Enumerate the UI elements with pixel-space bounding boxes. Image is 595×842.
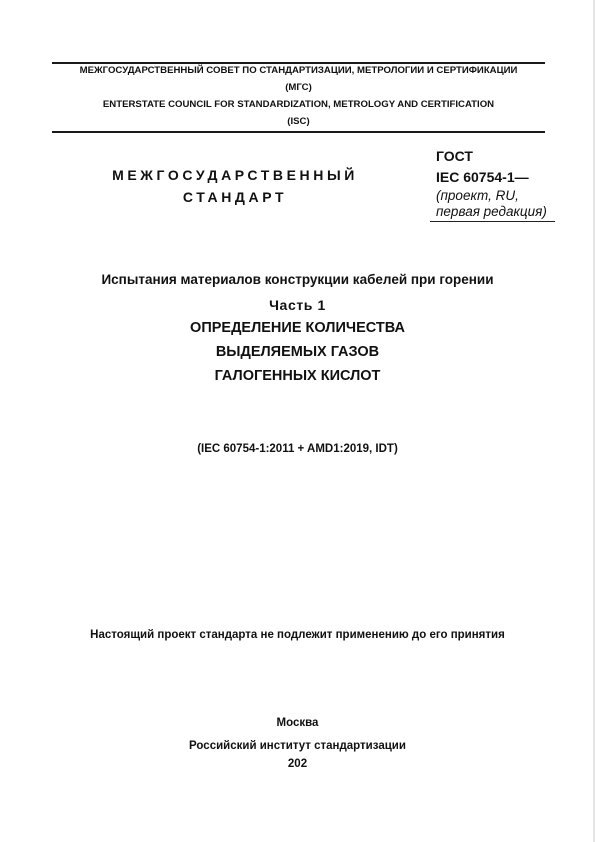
gost-label: ГОСТ: [436, 148, 473, 164]
document-part: Часть 1: [269, 297, 326, 313]
publisher-organization: Российский институт стандартизации: [189, 740, 406, 752]
standard-designation: IEC 60754-1—: [436, 169, 529, 185]
council-abbr-ru: (МГС): [285, 82, 312, 93]
header-bottom-rule: [52, 131, 545, 133]
council-name-ru: МЕЖГОСУДАРСТВЕННЫЙ СОВЕТ ПО СТАНДАРТИЗАЦИИ, МЕТРОЛОГИИ И СЕРТИФИКАЦИИ: [79, 65, 518, 76]
standard-type-line2: СТАНДАРТ: [182, 189, 288, 205]
draft-note-line1: (проект, RU,: [436, 188, 519, 203]
document-subtitle-line3: ГАЛОГЕННЫХ КИСЛОТ: [214, 368, 381, 384]
draft-notice: Настоящий проект стандарта не подлежит применению до его принятия: [90, 629, 505, 641]
draft-note-line2: первая редакция): [436, 204, 547, 219]
council-name-en: ENTERSTATE COUNCIL FOR STANDARDIZATION, METROLOGY AND CERTIFICATION: [102, 99, 495, 110]
document-title: Испытания материалов конструкции кабелей при горении: [101, 272, 494, 287]
publication-year: 202: [287, 758, 308, 770]
draft-note-underline: [430, 221, 555, 222]
council-abbr-en: (ISC): [287, 116, 310, 127]
document-subtitle-line1: ОПРЕДЕЛЕНИЕ КОЛИЧЕСТВА: [190, 320, 405, 336]
header-top-rule: [52, 62, 545, 64]
standard-type-line1: МЕЖГОСУДАРСТВЕННЫЙ: [112, 167, 358, 183]
iec-reference: (IEC 60754-1:2011 + AMD1:2019, IDT): [197, 443, 398, 455]
publisher-city: Москва: [276, 717, 319, 729]
document-subtitle-line2: ВЫДЕЛЯЕМЫХ ГАЗОВ: [215, 344, 380, 360]
